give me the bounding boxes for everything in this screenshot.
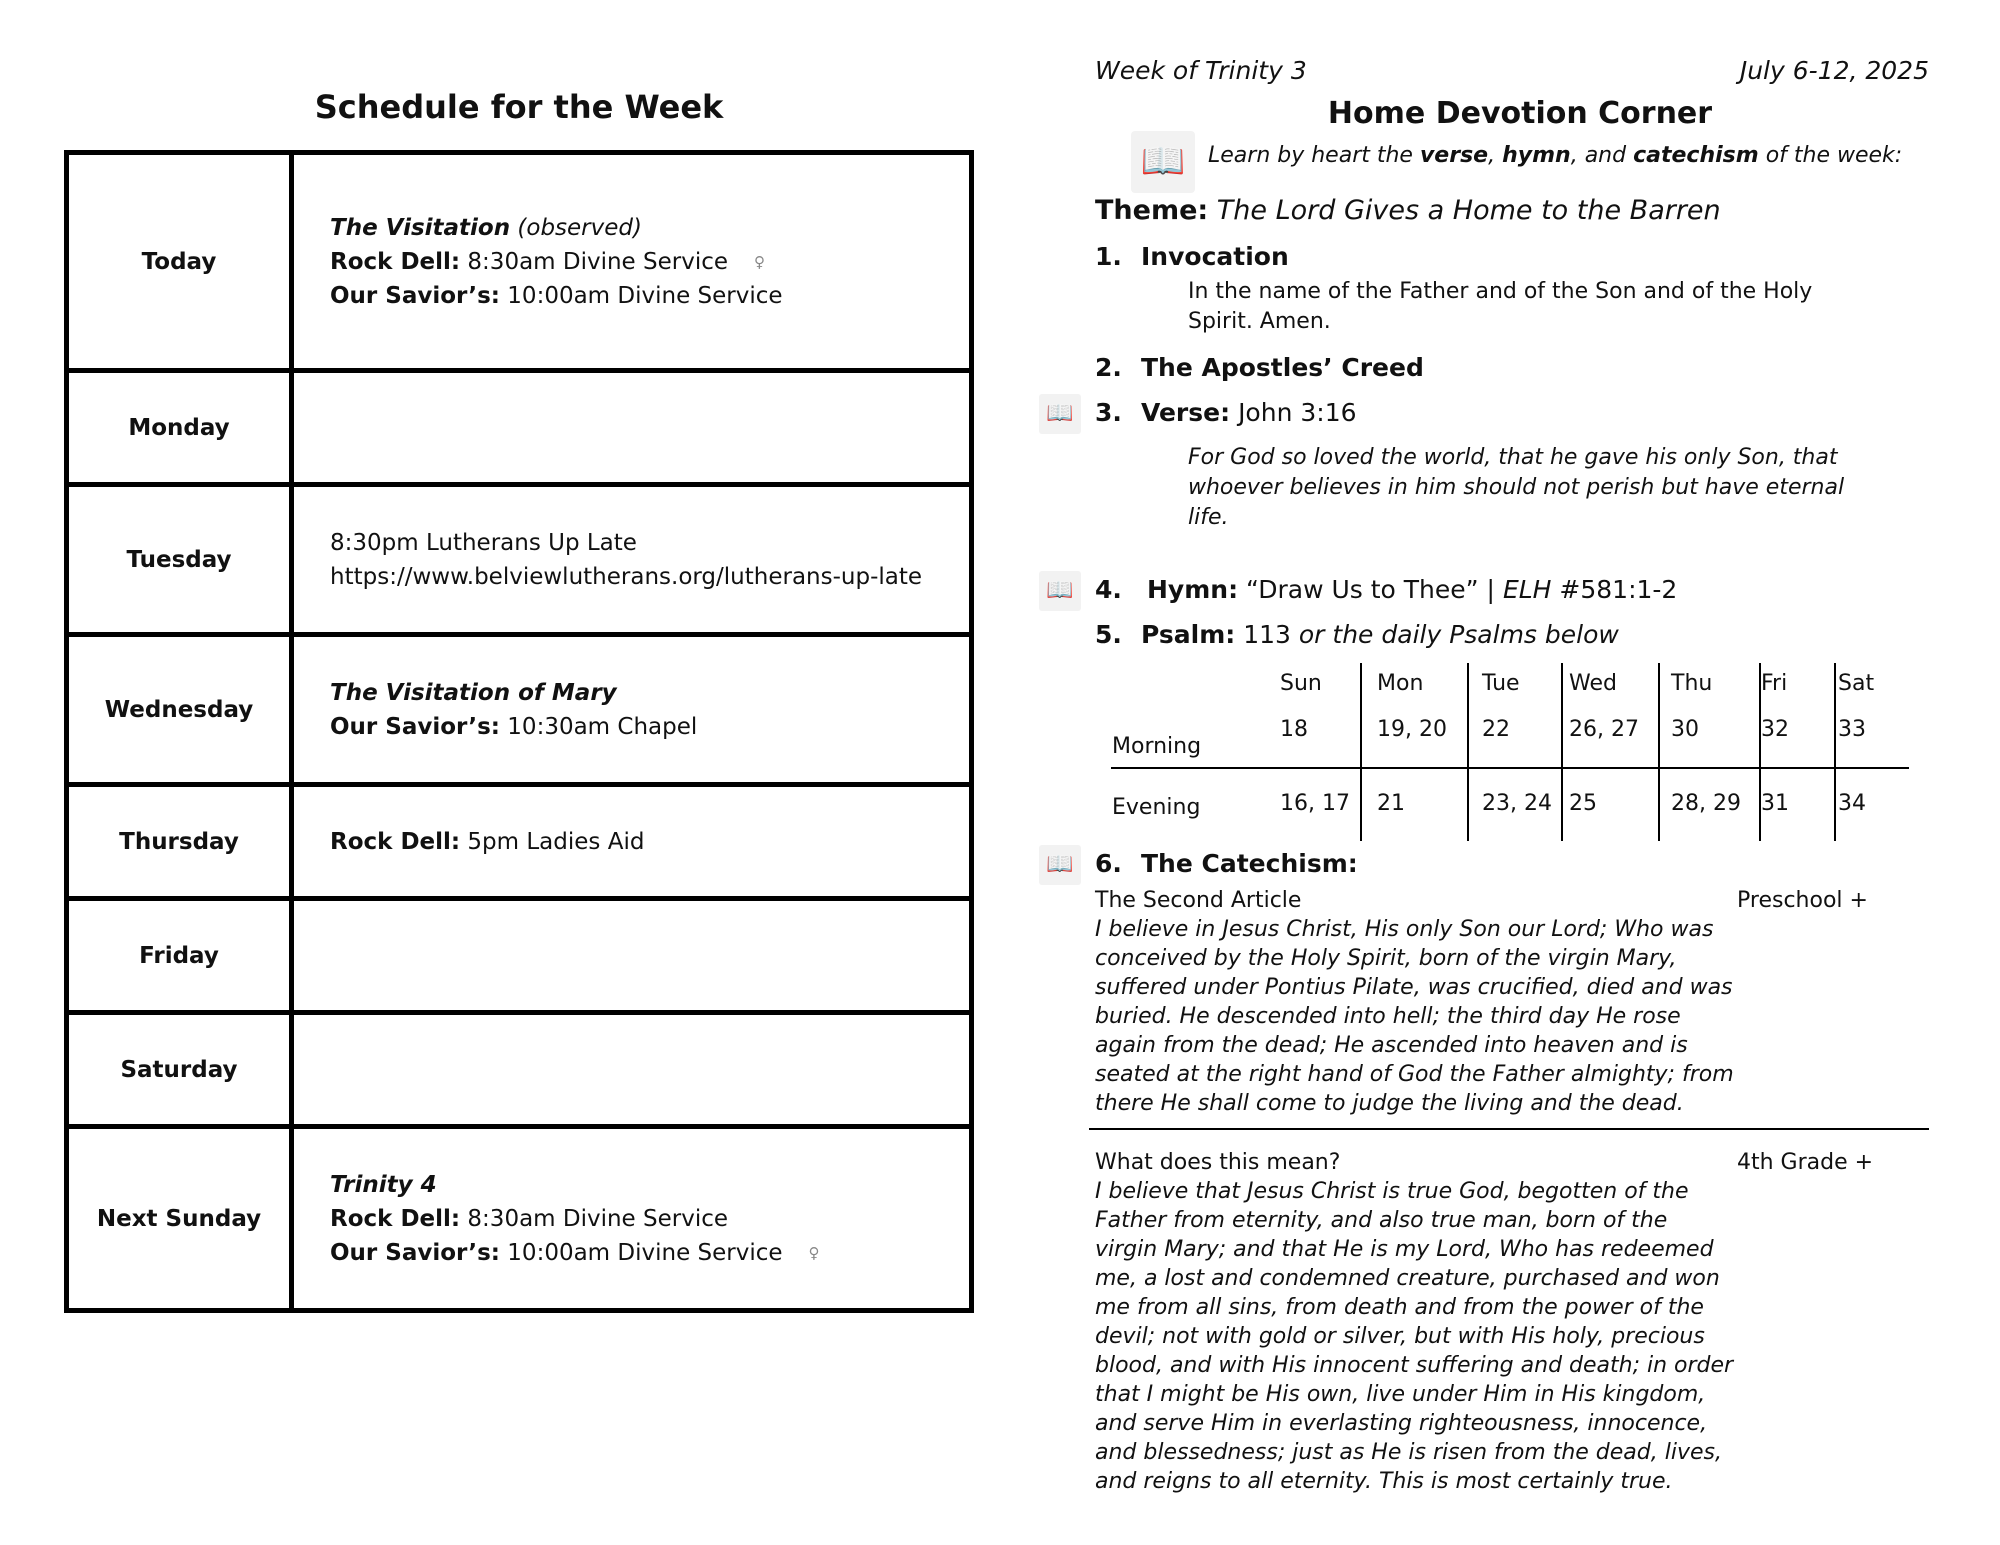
grade-level: 4th Grade + — [1737, 1150, 1874, 1175]
book-icon: 📖 — [1039, 571, 1081, 611]
catechism-divider — [1089, 1128, 1929, 1130]
day-label: Friday — [67, 899, 292, 1013]
date-range: July 6-12, 2025 — [1739, 56, 1929, 85]
event-cell — [292, 485, 972, 635]
psalm-note: or the daily Psalms below — [1298, 620, 1619, 649]
schedule-table — [64, 150, 974, 1313]
event-text: 10:00am Divine Service — [507, 282, 783, 309]
hymn-number: #581:1-2 — [1559, 575, 1678, 604]
psalm-day: Sun — [1280, 671, 1322, 696]
item-label: The Apostles’ Creed — [1141, 353, 1424, 382]
location-label: Our Savior’s: — [330, 282, 500, 309]
psalm-table-divider — [1360, 663, 1362, 841]
event-cell — [292, 1127, 972, 1311]
morning-psalm: 32 — [1761, 717, 1789, 742]
article-text: I believe in Jesus Christ, His only Son our Lord; Who was conceived by the Holy Spirit, born of the virgin Mary, suffered under Pontius Pilate, was crucified, died and was buried. He descended into hell; the third day He rose again from the dead; He ascended into heaven and is seated at the right hand of God the Father almighty; from there He shall come to judge the living and the dead. — [1095, 917, 1734, 1116]
hymnal-name: ELH — [1502, 575, 1552, 604]
theme-label: Theme: — [1095, 195, 1209, 226]
schedule-panel — [64, 88, 974, 1313]
event-text: 10:00am Divine Service — [507, 1239, 783, 1266]
item-number: 4. — [1095, 575, 1122, 604]
article-title: The Second Article — [1095, 888, 1302, 913]
psalm-day: Tue — [1482, 671, 1520, 696]
item-label: Psalm: — [1141, 620, 1236, 649]
schedule-row-tuesday — [67, 485, 972, 635]
item-label: Verse: — [1141, 398, 1231, 427]
morning-psalm: 30 — [1671, 717, 1699, 742]
psalm-day: Mon — [1377, 671, 1424, 696]
theme — [1095, 195, 1935, 226]
schedule-title: Schedule for the Week — [314, 88, 724, 126]
item-number: 1. — [1095, 242, 1122, 271]
learn-hymn: hymn — [1502, 143, 1571, 168]
learn-suffix: of the week: — [1765, 143, 1903, 168]
item-catechism — [1046, 849, 1935, 878]
event-cell — [292, 153, 972, 371]
schedule-row-today — [67, 153, 972, 371]
evening-psalm: 23, 24 — [1482, 791, 1552, 816]
theme-text: The Lord Gives a Home to the Barren — [1216, 195, 1721, 226]
psalm-table — [1095, 661, 1935, 841]
day-label: Thursday — [67, 785, 292, 899]
learn-catechism: catechism — [1633, 143, 1759, 168]
event-text: 8:30pm Lutherans Up Late — [330, 529, 637, 556]
location-label: Rock Dell: — [330, 248, 461, 275]
item-number: 6. — [1095, 849, 1122, 878]
evening-label: Evening — [1112, 795, 1201, 820]
psalm-reference: 113 — [1243, 620, 1291, 649]
schedule-row-thursday — [67, 785, 972, 899]
psalm-day: Sat — [1838, 671, 1875, 696]
invocation-text: In the name of the Father and of the Son and of the Holy Spirit. Amen. — [1188, 279, 1813, 334]
psalm-table-divider — [1467, 663, 1469, 841]
psalm-table-divider — [1834, 663, 1836, 841]
event-cell — [292, 371, 972, 485]
learn-sep: , and — [1570, 143, 1627, 168]
schedule-row-friday — [67, 899, 972, 1013]
item-number: 2. — [1095, 353, 1122, 382]
devotion-title: Home Devotion Corner — [1327, 96, 1713, 131]
verse-text: For God so loved the world, that he gave his only Son, that whoever believes in him should not perish but have eternal life. — [1188, 445, 1845, 530]
learn-sep: , — [1488, 143, 1496, 168]
item-number: 5. — [1095, 620, 1122, 649]
learn-prefix: Learn by heart the — [1208, 143, 1413, 168]
location-label: Our Savior’s: — [330, 1239, 500, 1266]
event-cell — [292, 785, 972, 899]
evening-psalm: 25 — [1569, 791, 1597, 816]
day-label: Saturday — [67, 1013, 292, 1127]
feast-note: (observed) — [517, 214, 642, 241]
verse-reference: John 3:16 — [1238, 398, 1357, 427]
event-link[interactable]: https://www.belviewlutherans.org/lutherans-up-late — [330, 563, 923, 590]
psalm-table-rule — [1111, 767, 1909, 769]
event-text: 10:30am Chapel — [507, 713, 698, 740]
learn-verse: verse — [1419, 143, 1489, 168]
day-label: Monday — [67, 371, 292, 485]
learn-by-heart — [1095, 131, 1935, 189]
feast-name: The Visitation — [330, 214, 511, 241]
meaning-text: I believe that Jesus Christ is true God, begotten of the Father from eternity, and also true man, born of the virgin Mary; and that He is my Lord, Who has redeemed me, a lost and condemned creature, purchased and won me from all sins, from death and from the power of the devil; not with gold or silver, but with His holy, precious blood, and with His innocent suffering and death; in order that I might be His own, live under Him in His kingdom, and serve Him in everlasting righteousness, innocence, and blessedness; just as He is risen from the dead, lives, and reigns to all eternity. This is most certainly true. — [1095, 1179, 1734, 1494]
heart-book-icon: 📖 — [1131, 131, 1195, 193]
event-text: 8:30am Divine Service — [467, 248, 729, 275]
catechism-article — [1095, 886, 1935, 1118]
devotion-panel — [1046, 52, 1935, 1496]
evening-psalm: 28, 29 — [1671, 791, 1741, 816]
evening-psalm: 16, 17 — [1280, 791, 1350, 816]
location-label: Rock Dell: — [330, 1205, 461, 1232]
psalm-day: Fri — [1761, 671, 1788, 696]
item-label: Hymn: — [1147, 575, 1239, 604]
book-icon: 📖 — [1039, 394, 1081, 434]
week-label: Week of Trinity 3 — [1095, 56, 1307, 85]
location-label: Our Savior’s: — [330, 713, 500, 740]
psalm-table-divider — [1561, 663, 1563, 841]
event-cell — [292, 1013, 972, 1127]
chalice-icon: ♀ — [808, 1243, 820, 1262]
feast-name: Trinity 4 — [330, 1171, 437, 1198]
evening-psalm: 34 — [1838, 791, 1866, 816]
day-label: Tuesday — [67, 485, 292, 635]
chalice-icon: ♀ — [754, 252, 766, 271]
schedule-row-wednesday — [67, 635, 972, 785]
devotion-header — [1095, 52, 1935, 92]
morning-psalm: 26, 27 — [1569, 717, 1639, 742]
hymn-title: “Draw Us to Thee” | — [1246, 575, 1495, 604]
morning-psalm: 19, 20 — [1377, 717, 1447, 742]
day-label: Next Sunday — [67, 1127, 292, 1311]
day-label: Wednesday — [67, 635, 292, 785]
meaning-title: What does this mean? — [1095, 1150, 1341, 1175]
evening-psalm: 31 — [1761, 791, 1789, 816]
event-text: 5pm Ladies Aid — [467, 828, 645, 855]
catechism-meaning — [1095, 1148, 1935, 1496]
schedule-row-monday — [67, 371, 972, 485]
morning-label: Morning — [1112, 734, 1202, 759]
evening-psalm: 21 — [1377, 791, 1405, 816]
item-invocation — [1095, 242, 1935, 271]
morning-psalm: 18 — [1280, 717, 1308, 742]
feast-name: The Visitation of Mary — [330, 679, 617, 706]
morning-psalm: 33 — [1838, 717, 1866, 742]
item-creed — [1095, 353, 1935, 382]
item-label: The Catechism: — [1141, 849, 1358, 878]
psalm-day: Wed — [1569, 671, 1617, 696]
schedule-row-next-sunday — [67, 1127, 972, 1311]
item-hymn — [1046, 575, 1935, 604]
event-cell — [292, 899, 972, 1013]
catechism-section — [1095, 886, 1935, 1496]
psalm-day: Thu — [1671, 671, 1713, 696]
event-cell — [292, 635, 972, 785]
book-icon: 📖 — [1039, 845, 1081, 885]
item-label: Invocation — [1141, 242, 1289, 271]
item-number: 3. — [1095, 398, 1122, 427]
event-text: 8:30am Divine Service — [467, 1205, 729, 1232]
location-label: Rock Dell: — [330, 828, 461, 855]
morning-psalm: 22 — [1482, 717, 1510, 742]
item-verse — [1046, 398, 1935, 427]
schedule-row-saturday — [67, 1013, 972, 1127]
item-psalm — [1095, 620, 1935, 649]
psalm-table-divider — [1658, 663, 1660, 841]
grade-level: Preschool + — [1737, 888, 1868, 913]
learn-text — [1208, 143, 1902, 168]
day-label: Today — [67, 153, 292, 371]
